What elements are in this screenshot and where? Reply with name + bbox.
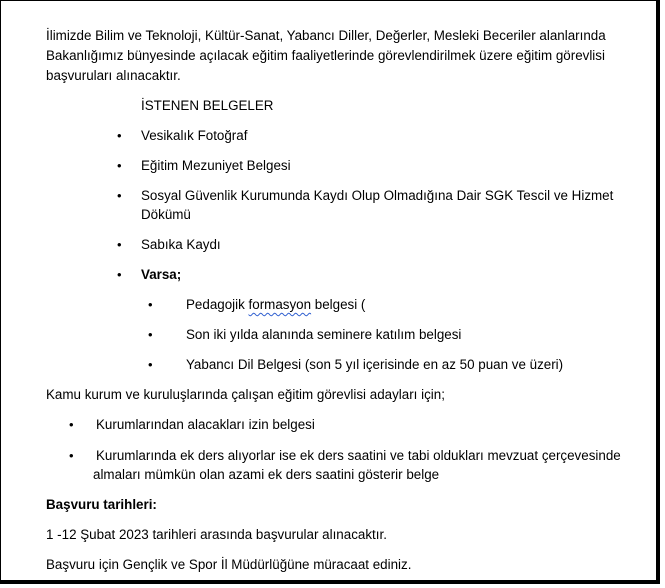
- required-doc-item-continuation: Dökümü: [141, 207, 191, 222]
- bullet-icon: •: [117, 128, 122, 143]
- optional-doc-item: [186, 295, 365, 314]
- optional-doc-text-before: Pedagojik: [186, 297, 249, 312]
- optional-doc-item: Yabancı Dil Belgesi (son 5 yıl içerisinde en az 50 puan ve üzeri): [186, 357, 564, 372]
- bullet-icon: •: [117, 267, 122, 282]
- public-staff-item: Kurumlarında ek ders alıyorlar ise ek ders saatini ve tabi oldukları mevzuat çerçevesinde: [96, 448, 621, 463]
- required-doc-item: Sosyal Güvenlik Kurumunda Kaydı Olup Olmadığına Dair SGK Tescil ve Hizmet: [141, 188, 614, 203]
- intro-line-2: Bakanlığımız bünyesinde açılacak eğitim faaliyetlerinde görevlendirilmek üzere eğitim görevlisi: [46, 48, 605, 63]
- public-staff-item: Kurumlarından alacakları izin belgesi: [96, 417, 315, 432]
- bullet-icon: •: [117, 237, 122, 252]
- bullet-icon: •: [69, 417, 74, 432]
- bullet-icon: •: [69, 448, 74, 463]
- required-doc-item: Vesikalık Fotoğraf: [141, 128, 248, 143]
- application-dates-text: 1 -12 Şubat 2023 tarihleri arasında başvurular alınacaktır.: [46, 527, 387, 542]
- spellcheck-flagged-word[interactable]: formasyon: [248, 297, 312, 312]
- required-doc-item: Eğitim Mezuniyet Belgesi: [141, 158, 291, 173]
- application-dates-heading: Başvuru tarihleri:: [46, 497, 157, 512]
- optional-doc-text-after: belgesi (: [311, 297, 366, 312]
- optional-doc-item: Son iki yılda alanında seminere katılım belgesi: [186, 327, 462, 342]
- bullet-icon: •: [148, 357, 153, 372]
- public-staff-item-continuation: almaları mümkün olan azami ek ders saatini gösterir belge: [93, 467, 440, 482]
- public-staff-intro: Kamu kurum ve kuruluşlarında çalışan eğitim görevlisi adayları için;: [46, 387, 445, 402]
- intro-line-1: İlimizde Bilim ve Teknoloji, Kültür-Sanat, Yabancı Diller, Değerler, Mesleki Beceriler alanlarında: [46, 28, 606, 43]
- optional-docs-label: Varsa;: [141, 267, 182, 282]
- bullet-icon: •: [148, 297, 153, 312]
- application-contact-text: Başvuru için Gençlik ve Spor İl Müdürlüğüne müracaat ediniz.: [46, 557, 412, 572]
- required-docs-heading: İSTENEN BELGELER: [141, 98, 274, 113]
- bullet-icon: •: [148, 327, 153, 342]
- bullet-icon: •: [117, 188, 122, 203]
- bullet-icon: •: [117, 158, 122, 173]
- intro-line-3: başvuruları alınacaktır.: [46, 68, 181, 83]
- required-doc-item: Sabıka Kaydı: [141, 237, 221, 252]
